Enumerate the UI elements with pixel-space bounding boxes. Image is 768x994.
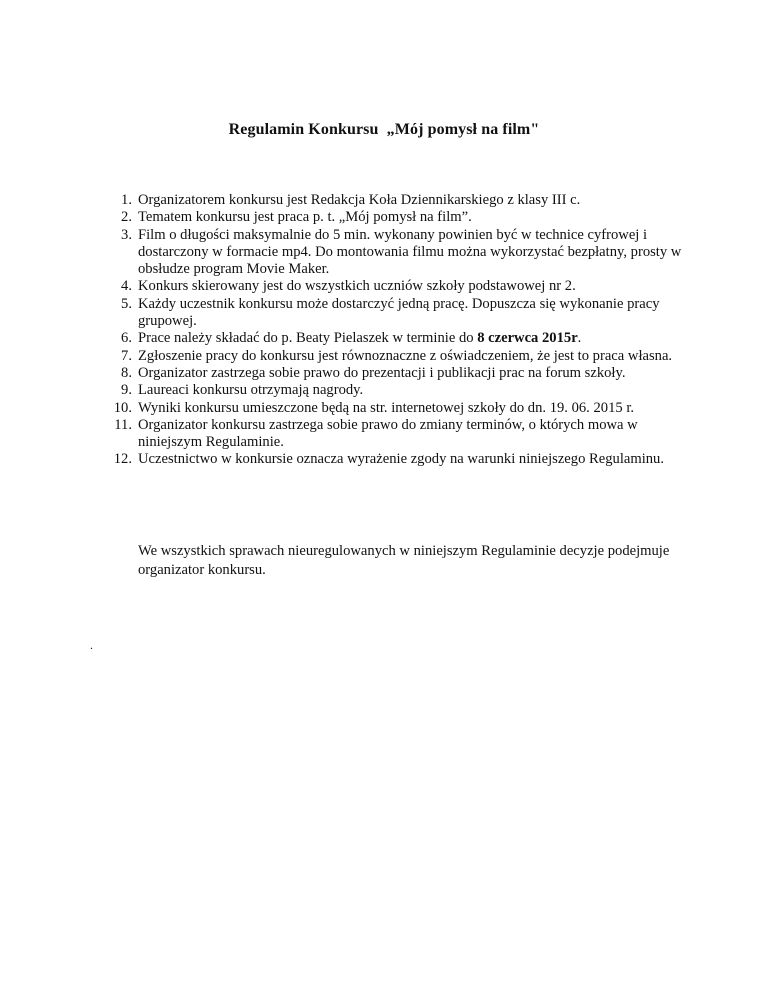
rule-number: 5. bbox=[121, 295, 132, 312]
rule-text: Organizator konkursu zastrzega sobie prawo do zmiany terminów, o których mowa w niniejszym Regulaminie. bbox=[138, 416, 638, 451]
rule-text: Konkurs skierowany jest do wszystkich uczniów szkoły podstawowej nr 2. bbox=[138, 278, 576, 295]
rule-item bbox=[96, 365, 686, 382]
rule-text-part: Prace należy składać do p. Beaty Pielaszek w terminie do bbox=[138, 330, 478, 347]
rule-text: Organizatorem konkursu jest Redakcja Koła Dziennikarskiego z klasy III c. bbox=[138, 192, 581, 208]
rules-list bbox=[96, 192, 686, 469]
rule-text: Laureaci konkursu otrzymają nagrody. bbox=[138, 382, 364, 399]
rule-text: Tematem konkursu jest praca p. t. „Mój pomysł na film”. bbox=[138, 209, 472, 226]
rule-item bbox=[96, 382, 686, 399]
rule-item bbox=[96, 296, 686, 331]
rule-item bbox=[96, 400, 686, 417]
stray-mark: . bbox=[90, 638, 93, 652]
rule-item bbox=[96, 209, 686, 226]
rule-number: 11. bbox=[114, 416, 132, 433]
document-title: Regulamin Konkursu „Mój pomysł na film" bbox=[228, 121, 540, 138]
rule-text bbox=[138, 330, 581, 346]
rule-item bbox=[96, 417, 686, 452]
rule-item bbox=[96, 278, 686, 295]
rule-number: 7. bbox=[121, 347, 132, 364]
rule-text: Film o długości maksymalnie do 5 min. wykonany powinien być w technice cyfrowej i dostarczony w formacie mp4. Do montowania filmu można wykorzystać bezpłatny, prosty w obsłudze program Movie Maker. bbox=[138, 226, 682, 278]
rule-item bbox=[96, 451, 686, 468]
rule-text: Wyniki konkursu umieszczone będą na str. internetowej szkoły do dn. 19. 06. 2015 r. bbox=[138, 399, 635, 416]
rule-text: Zgłoszenie pracy do konkursu jest równoznaczne z oświadczeniem, że jest to praca własna. bbox=[138, 347, 673, 364]
rule-text: Uczestnictwo w konkursie oznacza wyrażenie zgody na warunki niniejszego Regulaminu. bbox=[138, 451, 665, 468]
rule-text: Każdy uczestnik konkursu może dostarczyć jedną pracę. Dopuszcza się wykonanie pracy grupowej. bbox=[138, 295, 660, 330]
rule-text-part: . bbox=[577, 330, 582, 347]
rule-item bbox=[96, 330, 686, 347]
closing-paragraph: We wszystkich sprawach nieuregulowanych w niniejszym Regulaminie decyzje podejmuje organizator konkursu. bbox=[138, 542, 670, 578]
rule-number: 9. bbox=[121, 382, 132, 399]
rule-number: 3. bbox=[121, 226, 132, 243]
rule-text: Organizator zastrzega sobie prawo do prezentacji i publikacji prac na forum szkoły. bbox=[138, 364, 626, 381]
rule-number: 12. bbox=[113, 451, 132, 468]
rule-item bbox=[96, 227, 686, 279]
deadline-date: 8 czerwca 2015r bbox=[477, 330, 578, 347]
rule-number: 4. bbox=[121, 278, 132, 295]
rule-number: 2. bbox=[121, 209, 132, 226]
rule-number: 1. bbox=[121, 192, 132, 208]
rule-number: 8. bbox=[121, 364, 132, 381]
rule-item bbox=[96, 348, 686, 365]
rule-number: 6. bbox=[121, 330, 132, 347]
rule-number: 10. bbox=[113, 399, 132, 416]
rule-item bbox=[96, 192, 686, 209]
